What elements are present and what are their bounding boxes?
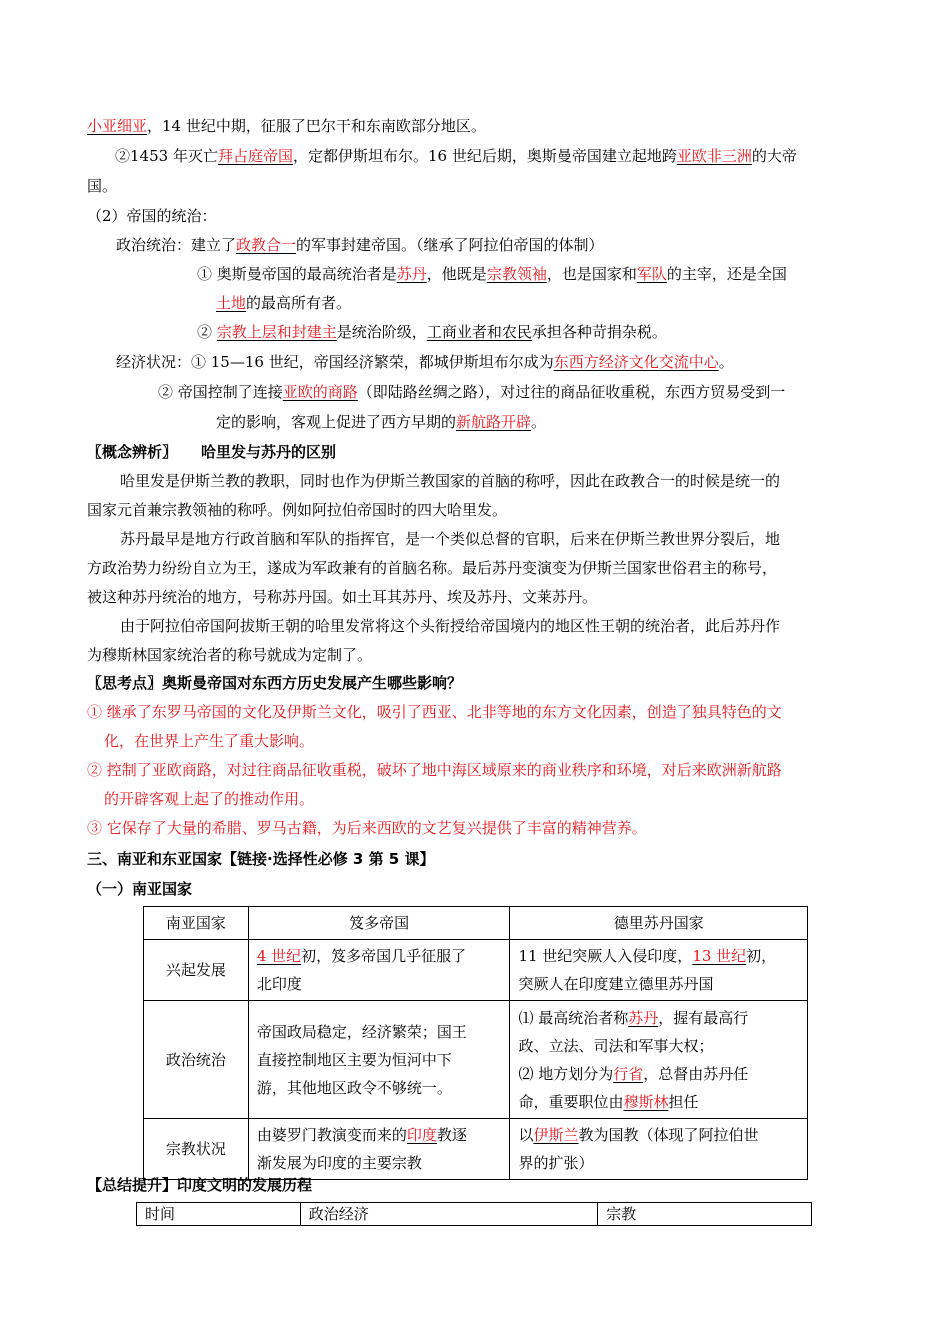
keyword: 拜占庭帝国 (217, 147, 293, 165)
concept-para-1-line-2: 国家元首兼宗教领袖的称呼。例如阿拉伯帝国时的四大哈里发。 (87, 501, 508, 519)
think-answer-1a: ① 继承了东罗马帝国的文化及伊斯兰文化，吸引了西亚、北非等地的东方文化因素，创造了独具特色的文 (87, 703, 782, 721)
think-question: 奥斯曼帝国对东西方历史发展产生哪些影响？ (162, 674, 463, 692)
politics-point-2: ② 宗教上层和封建主是统治阶级，工商业者和农民承担各种苛捐杂税。 (197, 323, 667, 341)
keyword: 伊斯兰 (533, 1126, 579, 1144)
think-tag: 〖思考点〗 (87, 674, 163, 692)
header-cell: 笈多帝国 (248, 907, 510, 940)
row-label: 政治统治 (144, 1001, 249, 1119)
rule-heading: （2）帝国的统治： (87, 207, 217, 225)
summary-title: 【总结提升】印度文明的发展历程 (87, 1176, 313, 1194)
economy-line-1: 经济状况：① 15—16 世纪，帝国经济繁荣，都城伊斯坦布尔成为东西方经济文化交流中心。 (116, 353, 734, 371)
politics-point-1a: ① 奥斯曼帝国的最高统治者是苏丹，他既是宗教领袖，也是国家和军队的主宰，还是全国 (197, 265, 787, 283)
intro-line-1: 小亚细亚，14 世纪中期，征服了巴尔干和东南欧部分地区。 (87, 117, 486, 135)
keyword: 亚欧的商路 (282, 383, 358, 401)
concept-tag: 〖概念辨析〗 (87, 443, 178, 461)
gupta-politics-cell: 帝国政局稳定，经济繁荣；国王 直接控制地区主要为恒河中下 游，其他地区政令不够统一。 (248, 1001, 510, 1119)
header-cell: 政治经济 (300, 1203, 598, 1226)
keyword: 政教合一 (236, 236, 297, 254)
row-label: 宗教状况 (144, 1119, 249, 1180)
concept-heading (87, 442, 336, 462)
table-header-row (144, 907, 808, 940)
keyword: 苏丹 (628, 1008, 659, 1027)
keyword: 小亚细亚 (87, 117, 148, 135)
intro-line-3: 国。 (87, 177, 118, 195)
concept-para-1-line-1: 哈里发是伊斯兰教的教职，同时也作为伊斯兰教国家的首脑的称呼，因此在政教合一的时候是统一的 (120, 472, 781, 490)
summary-table (136, 1202, 812, 1226)
keyword: 新航路开辟 (456, 413, 532, 431)
concept-para-3-line-2: 为穆斯林国家统治者的称号就成为定制了。 (87, 646, 373, 664)
keyword: 军队 (636, 265, 667, 283)
concept-para-2-line-1: 苏丹最早是地方行政首脑和军队的指挥官，是一个类似总督的官职，后来在伊斯兰教世界分裂后，地 (120, 530, 781, 548)
table-row (144, 940, 808, 1001)
keyword: 印度 (406, 1126, 437, 1144)
table-header-row (137, 1203, 812, 1226)
header-cell: 宗教 (598, 1203, 812, 1226)
header-cell: 时间 (137, 1203, 301, 1226)
header-cell: 德里苏丹国家 (510, 907, 808, 940)
keyword: 宗教上层和封建主 (216, 323, 337, 341)
south-asia-subtitle: （一）南亚国家 (87, 880, 193, 898)
keyword: 苏丹 (396, 265, 427, 283)
intro-line-2: ②1453 年灭亡拜占庭帝国，定都伊斯坦布尔。16 世纪后期，奥斯曼帝国建立起地跨亚欧非三洲的大帝 (115, 147, 797, 165)
economy-line-2a: ② 帝国控制了连接亚欧的商路（即陆路丝绸之路），对过往的商品征收重税，东西方贸易受到一 (158, 383, 786, 401)
table-row (144, 1001, 808, 1119)
keyword: 土地 (216, 294, 247, 312)
keyword: 行省 (613, 1064, 644, 1083)
politics-line: 政治统治：建立了政教合一的军事封建帝国。（继承了阿拉伯帝国的体制） (116, 236, 604, 254)
keyword: 工商业者和农民 (426, 323, 532, 341)
think-heading (87, 673, 462, 693)
delhi-rise-cell: 11 世纪突厥人入侵印度，13 世纪初， 突厥人在印度建立德里苏丹国 (510, 940, 808, 1001)
keyword: 东西方经济文化交流中心 (553, 353, 719, 371)
think-answer-1b: 化，在世界上产生了重大影响。 (104, 732, 315, 750)
table-row (144, 1119, 808, 1180)
concept-title: 哈里发与苏丹的区别 (201, 443, 337, 461)
header-cell: 南亚国家 (144, 907, 249, 940)
think-answer-2b: 的开辟客观上起了的推动作用。 (104, 790, 315, 808)
keyword: 穆斯林 (623, 1092, 669, 1111)
concept-para-3-line-1: 由于阿拉伯帝国阿拔斯王朝的哈里发常将这个头衔授给帝国境内的地区性王朝的统治者，此后苏丹作 (120, 617, 781, 635)
keyword: 亚欧非三洲 (676, 147, 752, 165)
section-3-title: 三、南亚和东亚国家【链接·选择性必修 3 第 5 课】 (87, 850, 435, 868)
politics-point-1b: 土地的最高所有者。 (216, 294, 352, 312)
keyword: 13 世纪 (692, 947, 747, 965)
think-answer-2a: ② 控制了亚欧商路，对过往商品征收重税，破坏了地中海区域原来的商业秩序和环境，对后来欧洲新航路 (87, 761, 782, 779)
gupta-religion-cell: 由婆罗门教演变而来的印度教逐 渐发展为印度的主要宗教 (248, 1119, 510, 1180)
concept-para-2-line-3: 被这种苏丹统治的地方，号称苏丹国。如土耳其苏丹、埃及苏丹、文莱苏丹。 (87, 588, 598, 606)
keyword: 4 世纪 (256, 947, 302, 965)
south-asia-table (143, 906, 808, 1180)
keyword: 宗教领袖 (486, 265, 547, 283)
delhi-religion-cell: 以伊斯兰教为国教（体现了阿拉伯世 界的扩张） (510, 1119, 808, 1180)
delhi-politics-cell: ⑴ 最高统治者称苏丹，握有最高行 政、立法、司法和军事大权； ⑵ 地方划分为行省，总督由苏丹任 命，重要职位由穆斯林担任 (510, 1001, 808, 1119)
gupta-rise-cell: 4 世纪初，笈多帝国几乎征服了 北印度 (248, 940, 510, 1001)
concept-para-2-line-2: 方政治势力纷纷自立为王，遂成为军政兼有的首脑名称。最后苏丹变演变为伊斯兰国家世俗君主的称号， (87, 559, 778, 577)
economy-line-2b: 定的影响，客观上促进了西方早期的新航路开辟。 (216, 413, 547, 431)
think-answer-3: ③ 它保存了大量的希腊、罗马古籍，为后来西欧的文艺复兴提供了丰富的精神营养。 (87, 819, 647, 837)
row-label: 兴起发展 (144, 940, 249, 1001)
